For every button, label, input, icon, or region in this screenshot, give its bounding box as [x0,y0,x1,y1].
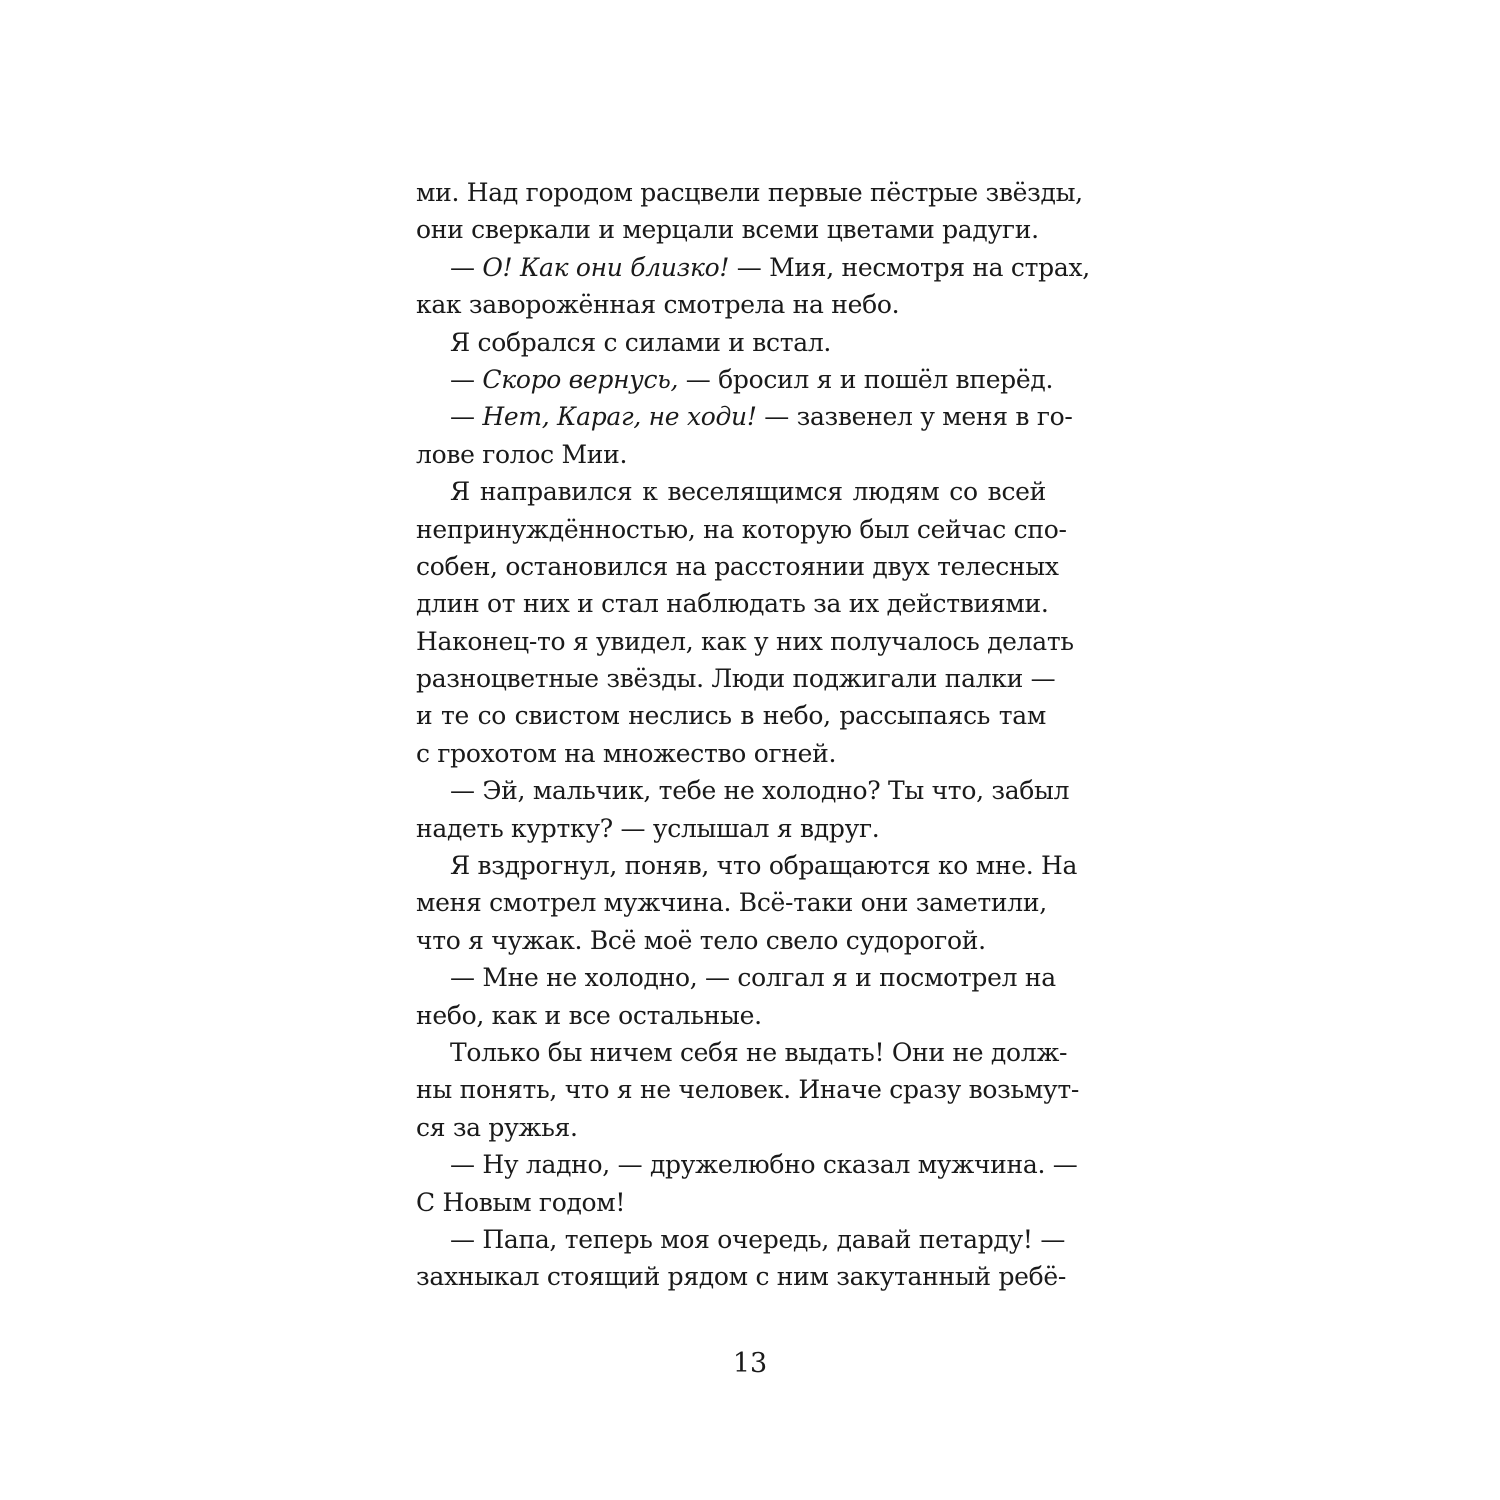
page-number: 13 [732,1348,768,1379]
text-line: ся за ружья. [416,1112,578,1142]
text-line: меня смотрел мужчина. Всё-таки они заметили, [416,888,1047,918]
dialogue-line: — Нет, Караг, не ходи! — зазвенел у меня в го- [450,402,1073,432]
dialogue-line: — Мне не холодно, — солгал я и посмотрел на [450,963,1056,993]
text-line: непринуждённостью, на которую был сейчас спо- [416,514,1067,544]
text-line: что я чужак. Всё моё тело свело судорогой. [416,925,986,955]
text-line: собен, остановился на расстоянии двух телесных [416,551,1059,581]
text-line: они сверкали и мерцали всеми цветами радуги. [416,215,1039,245]
text-line: лове голос Мии. [416,439,628,469]
text-line: разноцветные звёзды. Люди поджигали палки — [416,664,1056,694]
text-line: Я направился к веселящимся людям со всей [450,477,1046,507]
dialogue-line: — Скоро вернусь, — бросил я и пошёл вперёд. [450,364,1054,394]
text-line: как заворожённая смотрела на небо. [416,290,900,320]
dialogue-line: — Ну ладно, — дружелюбно сказал мужчина. — [450,1150,1078,1180]
text-line: Только бы ничем себя не выдать! Они не долж- [450,1037,1068,1067]
text-line: С Новым годом! [416,1187,626,1217]
page-text [416,174,1090,1296]
text-line: захныкал стоящий рядом с ним закутанный ребё- [416,1262,1067,1292]
text-line: с грохотом на множество огней. [416,738,837,768]
text-line: и те со свистом неслись в небо, рассыпаясь там [416,701,1046,731]
text-line: ми. Над городом расцвели первые пёстрые звёзды, [416,178,1083,207]
text-line: ны понять, что я не человек. Иначе сразу возьмут- [416,1075,1080,1105]
text-line: небо, как и все остальные. [416,1000,762,1030]
text-line: Наконец-то я увидел, как у них получалось делать [416,626,1074,656]
text-line: длин от них и стал наблюдать за их действиями. [416,589,1049,619]
dialogue-line: — Папа, теперь моя очередь, давай петарду! — [450,1224,1066,1254]
text-line: Я собрался с силами и встал. [450,327,832,357]
text-line: надеть куртку? — услышал я вдруг. [416,813,880,843]
dialogue-line: — О! Как они близко! — Мия, несмотря на страх, [450,252,1090,282]
text-line: Я вздрогнул, поняв, что обращаются ко мне. На [450,851,1078,881]
dialogue-line: — Эй, мальчик, тебе не холодно? Ты что, забыл [450,776,1070,806]
